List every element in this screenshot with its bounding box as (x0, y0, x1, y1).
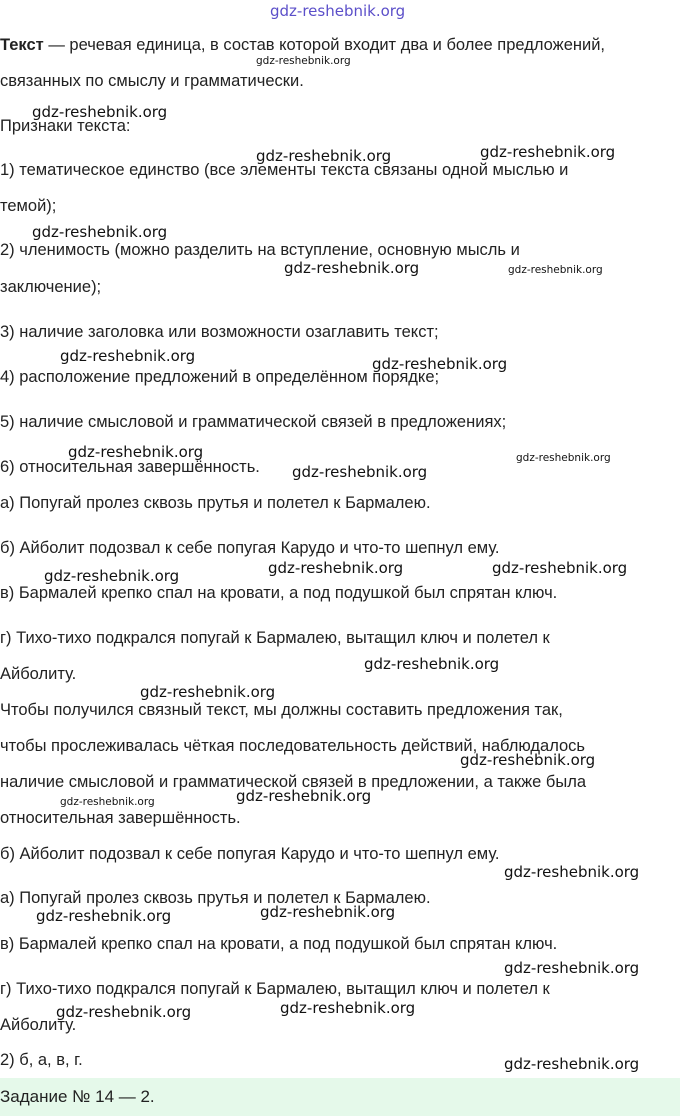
next-task-bar[interactable] (0, 1078, 680, 1116)
watermark: gdz-reshebnik.org (372, 355, 508, 373)
watermark: gdz-reshebnik.org (36, 907, 172, 925)
watermark: gdz-reshebnik.org (256, 55, 351, 67)
definition-line-2: связанных по смыслу и грамматически. (0, 72, 304, 90)
watermark: gdz-reshebnik.org (492, 559, 628, 577)
watermark: gdz-reshebnik.org (140, 683, 276, 701)
ordered-sentence: а) Попугай пролез сквозь прутья и полетел к Бармалею. (0, 889, 431, 907)
ordered-sentence: б) Айболит подозвал к себе попугая Карудо и что-то шепнул ему. (0, 845, 500, 863)
watermark: gdz-reshebnik.org (460, 751, 596, 769)
sign-item: 6) относительная завершённость. (0, 458, 260, 476)
next-task-label[interactable]: Задание № 14 — 2. (0, 1087, 155, 1106)
sentence-item: г) Тихо-тихо подкрался попугай к Бармалею, вытащил ключ и полетел к (0, 629, 550, 647)
explanation-line: наличие смысловой и грамматической связей в предложении, а также была (0, 773, 587, 791)
watermark: gdz-reshebnik.org (44, 567, 180, 585)
watermark: gdz-reshebnik.org (236, 787, 372, 805)
watermark: gdz-reshebnik.org (256, 147, 392, 165)
definition-line-1 (0, 36, 680, 54)
ordered-sentence: г) Тихо-тихо подкрался попугай к Бармалею, вытащил ключ и полетел к (0, 980, 550, 998)
sentence-item: а) Попугай пролез сквозь прутья и полетел к Бармалею. (0, 494, 431, 512)
watermark: gdz-reshebnik.org (364, 655, 500, 673)
watermark: gdz-reshebnik.org (60, 796, 155, 808)
watermark: gdz-reshebnik.org (516, 452, 611, 464)
watermark: gdz-reshebnik.org (260, 903, 396, 921)
watermark: gdz-reshebnik.org (68, 443, 204, 461)
answer-line: 2) б, а, в, г. (0, 1051, 83, 1069)
watermark: gdz-reshebnik.org (480, 143, 616, 161)
watermark-header[interactable]: gdz-reshebnik.org (270, 2, 406, 20)
watermark: gdz-reshebnik.org (60, 347, 196, 365)
sentence-item: в) Бармалей крепко спал на кровати, а под подушкой был спрятан ключ. (0, 584, 558, 602)
watermark: gdz-reshebnik.org (504, 1055, 640, 1073)
ordered-sentence: Айболиту. (0, 1016, 77, 1034)
signs-heading: Признаки текста: (0, 117, 131, 135)
explanation-line: Чтобы получился связный текст, мы должны составить предложения так, (0, 701, 563, 719)
sign-item: 3) наличие заголовка или возможности озаглавить текст; (0, 323, 439, 341)
watermark: gdz-reshebnik.org (284, 259, 420, 277)
watermark: gdz-reshebnik.org (504, 959, 640, 977)
watermark: gdz-reshebnik.org (280, 999, 416, 1017)
sign-item: 5) наличие смысловой и грамматической связей в предложениях; (0, 413, 507, 431)
ordered-sentence: в) Бармалей крепко спал на кровати, а под подушкой был спрятан ключ. (0, 935, 558, 953)
sign-item: 2) членимость (можно разделить на вступление, основную мысль и (0, 241, 520, 259)
sign-item: заключение); (0, 278, 102, 296)
explanation-line: чтобы прослеживалась чёткая последовательность действий, наблюдалось (0, 737, 586, 755)
watermark: gdz-reshebnik.org (292, 463, 428, 481)
watermark: gdz-reshebnik.org (32, 223, 168, 241)
watermark: gdz-reshebnik.org (508, 264, 603, 276)
term-text: Текст (0, 36, 44, 54)
watermark: gdz-reshebnik.org (56, 1003, 192, 1021)
definition-rest: — речевая единица, в состав которой входит два и более предложений, (43, 36, 606, 54)
sentence-item: Айболиту. (0, 665, 77, 683)
sentence-item: б) Айболит подозвал к себе попугая Карудо и что-то шепнул ему. (0, 539, 500, 557)
sign-item: темой); (0, 197, 57, 215)
watermark: gdz-reshebnik.org (32, 103, 168, 121)
sign-item: 1) тематическое единство (все элементы текста связаны одной мыслью и (0, 161, 569, 179)
watermark: gdz-reshebnik.org (268, 559, 404, 577)
watermark: gdz-reshebnik.org (504, 863, 640, 881)
explanation-line: относительная завершённость. (0, 809, 241, 827)
sign-item: 4) расположение предложений в определённом порядке; (0, 368, 440, 386)
